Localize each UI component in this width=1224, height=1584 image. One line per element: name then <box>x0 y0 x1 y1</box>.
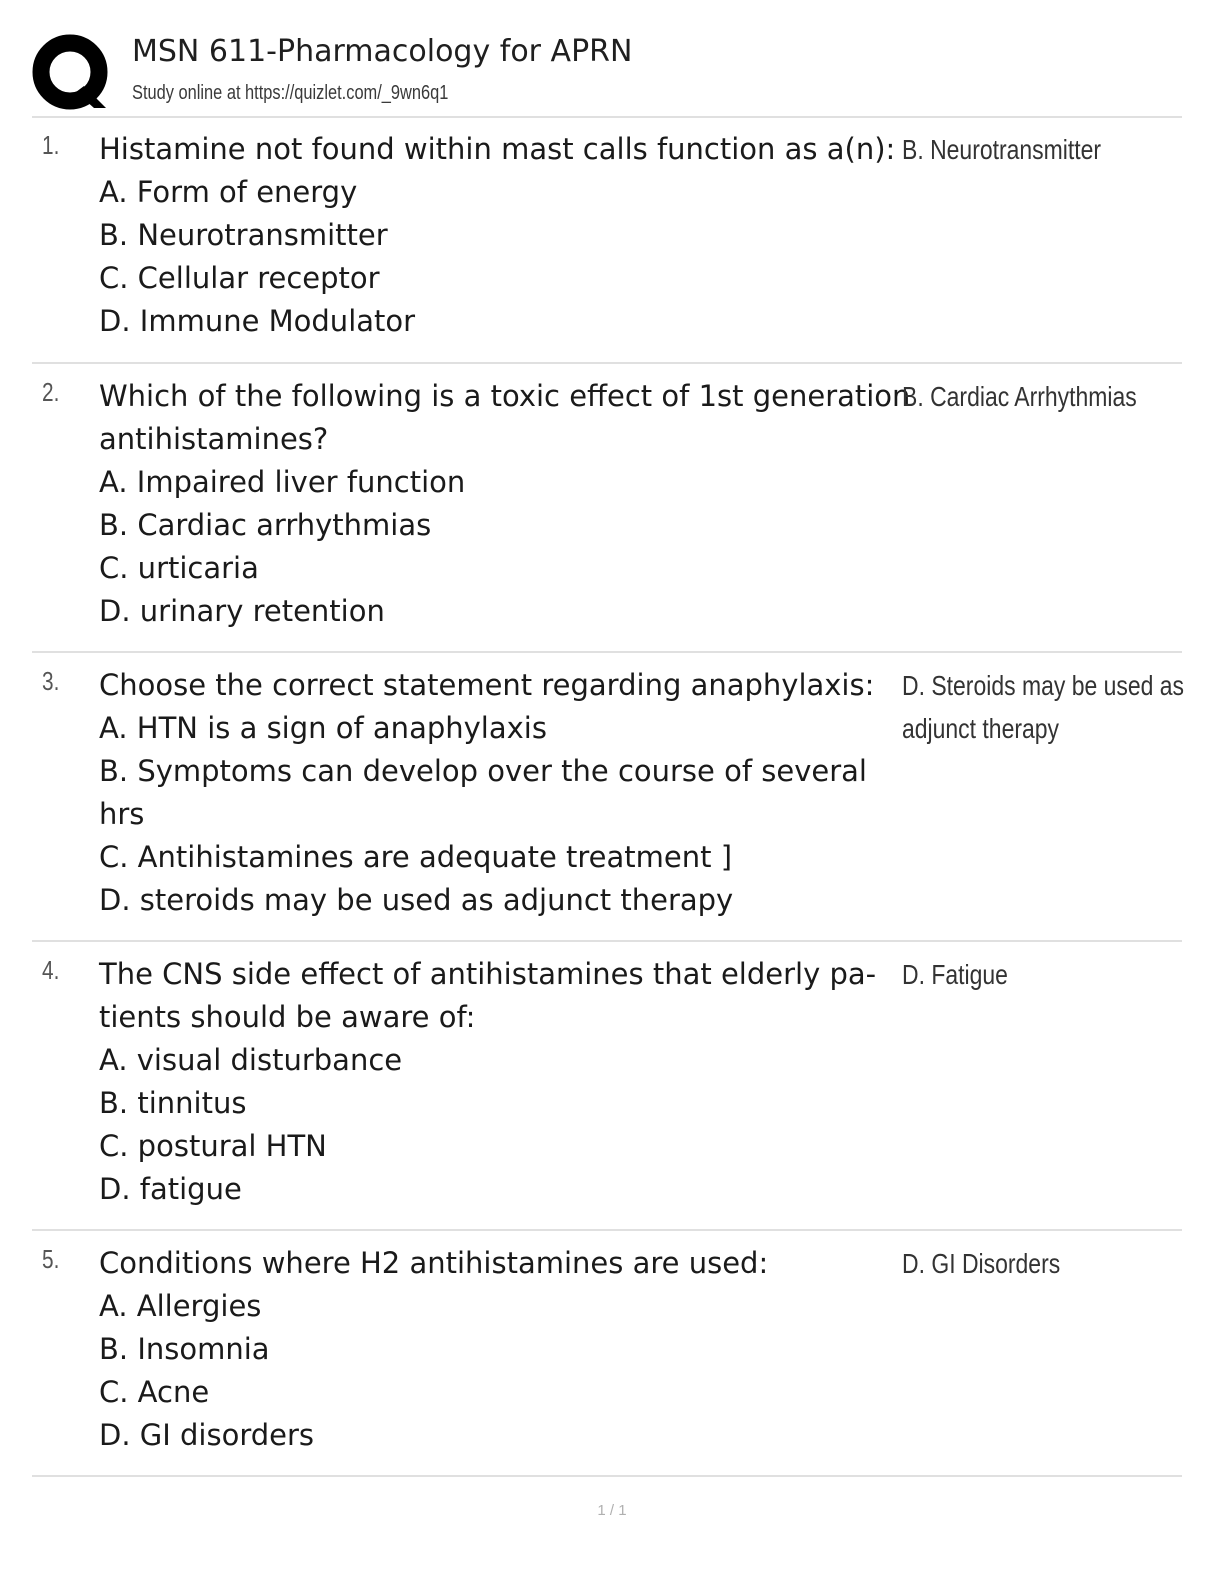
answer-line: D. Fatigue <box>902 959 1008 990</box>
page-indicator: 1 / 1 <box>597 1502 627 1519</box>
question-number: 5. <box>42 1244 60 1274</box>
question-text: Which of the following is a toxic effect of 1st generation <box>99 379 911 413</box>
answer-line: B. Cardiac Arrhythmias <box>902 381 1137 412</box>
answer-text <box>902 664 1192 750</box>
answer-text <box>902 375 1192 418</box>
page-title: MSN 611-Pharmacology for APRN <box>132 34 633 69</box>
divider <box>32 1229 1182 1231</box>
option: D. urinary retention <box>99 594 385 628</box>
question-body <box>99 664 899 922</box>
option: C. Antihistamines are adequate treatment ] <box>99 840 733 874</box>
option: A. Allergies <box>99 1289 262 1323</box>
divider <box>32 1475 1182 1477</box>
study-online-link[interactable]: Study online at https://quizlet.com/_9wn6q1 <box>132 82 449 104</box>
question-body <box>99 1242 899 1457</box>
answer-line: B. Neurotransmitter <box>902 134 1102 165</box>
option: A. Form of energy <box>99 175 358 209</box>
option: D. Immune Modulator <box>99 304 416 338</box>
divider <box>32 362 1182 364</box>
option: C. postural HTN <box>99 1129 327 1163</box>
question-text: Conditions where H2 antihistamines are used: <box>99 1246 769 1280</box>
page-header <box>32 30 1182 116</box>
option: B. Symptoms can develop over the course of several <box>99 754 867 788</box>
divider <box>32 940 1182 942</box>
option: A. HTN is a sign of anaphylaxis <box>99 711 547 745</box>
option: B. Cardiac arrhythmias <box>99 508 432 542</box>
divider <box>32 651 1182 653</box>
option: B. Insomnia <box>99 1332 270 1366</box>
question-text: The CNS side effect of antihistamines that elderly pa- <box>99 957 877 991</box>
answer-line: D. Steroids may be used as <box>902 670 1185 701</box>
option: D. GI disorders <box>99 1418 315 1452</box>
option: B. tinnitus <box>99 1086 247 1120</box>
question-number: 4. <box>42 955 60 985</box>
answer-line: D. GI Disorders <box>902 1248 1061 1279</box>
answer-text <box>902 1242 1192 1285</box>
answer-text <box>902 953 1192 996</box>
question-text: Histamine not found within mast calls function as a(n): <box>99 132 896 166</box>
question-text: tients should be aware of: <box>99 1000 476 1034</box>
option: A. Impaired liver function <box>99 465 466 499</box>
option: A. visual disturbance <box>99 1043 403 1077</box>
quizlet-logo-icon <box>32 34 112 112</box>
divider <box>32 116 1182 118</box>
question-text: antihistamines? <box>99 422 329 456</box>
question-body <box>99 953 899 1211</box>
option: D. fatigue <box>99 1172 242 1206</box>
option: C. urticaria <box>99 551 259 585</box>
option: C. Cellular receptor <box>99 261 380 295</box>
answer-text <box>902 128 1192 171</box>
question-body <box>99 128 899 343</box>
question-body <box>99 375 911 633</box>
option: hrs <box>99 797 145 831</box>
question-text: Choose the correct statement regarding anaphylaxis: <box>99 668 875 702</box>
option: D. steroids may be used as adjunct therapy <box>99 883 734 917</box>
question-number: 3. <box>42 666 60 696</box>
question-number: 2. <box>42 377 60 407</box>
answer-line: adjunct therapy <box>902 713 1060 744</box>
option: C. Acne <box>99 1375 210 1409</box>
option: B. Neurotransmitter <box>99 218 388 252</box>
question-number: 1. <box>42 130 60 160</box>
